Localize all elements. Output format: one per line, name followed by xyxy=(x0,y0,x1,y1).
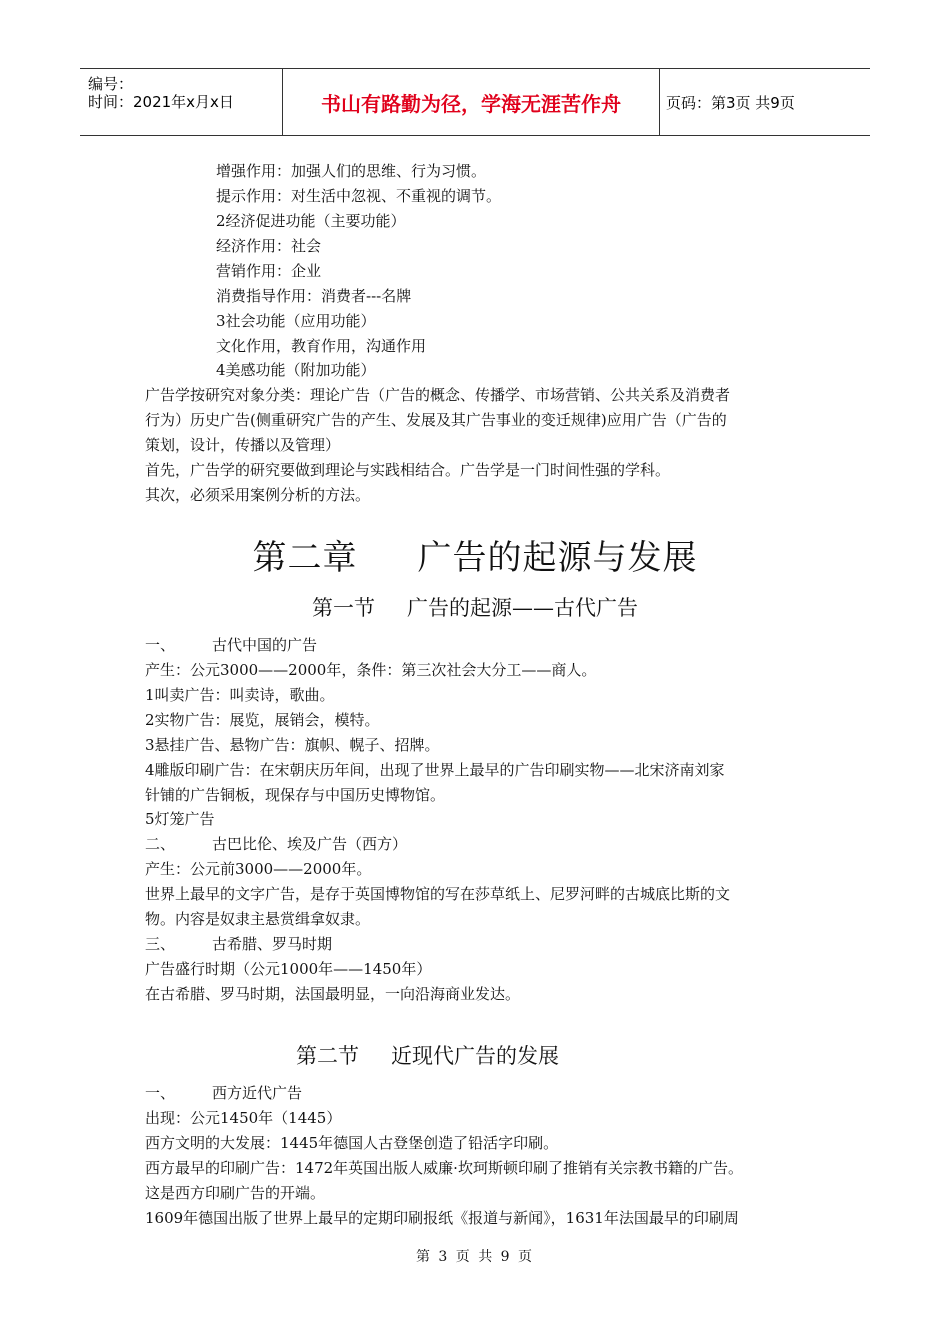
subheading xyxy=(145,934,333,954)
function-line: 营销作用：企业 xyxy=(216,262,322,280)
list-item: 1叫卖广告：叫卖诗，歌曲。 xyxy=(145,686,335,704)
subheading-text: 古希腊、罗马时期 xyxy=(212,935,333,953)
section-number: 第一节 xyxy=(312,596,375,620)
function-line: 4美感功能（附加功能） xyxy=(216,361,376,379)
header-page-label: 页码：第3页 共9页 xyxy=(666,93,795,112)
paragraph-line: 广告学按研究对象分类：理论广告（广告的概念、传播学、市场营销、公共关系及消费者 xyxy=(145,386,731,404)
paragraph-line: 行为）历史广告(侧重研究广告的产生、发展及其广告事业的变迁规律)应用广告（广告的 xyxy=(145,411,727,429)
paragraph-line: 西方最早的印刷广告：1472年英国出版人威廉·坎珂斯顿印刷了推销有关宗教书籍的广告。 xyxy=(145,1159,743,1177)
paragraph-line: 1609年德国出版了世界上最早的定期印刷报纸《报道与新闻》，1631年法国最早的印刷周 xyxy=(145,1209,739,1227)
function-line: 增强作用：加强人们的思维、行为习惯。 xyxy=(216,162,487,180)
function-line: 经济作用：社会 xyxy=(216,237,322,255)
paragraph-line: 世界上最早的文字广告，是存于英国博物馆的写在莎草纸上、尼罗河畔的古城底比斯的文 xyxy=(145,885,731,903)
paragraph-line: 策划，设计，传播以及管理） xyxy=(145,436,341,454)
section-heading xyxy=(296,1042,559,1070)
paragraph-line: 出现：公元1450年（1445） xyxy=(145,1109,342,1127)
list-item: 2实物广告：展览，展销会，模特。 xyxy=(145,711,380,729)
function-line: 2经济促进功能（主要功能） xyxy=(216,212,406,230)
function-line: 提示作用：对生活中忽视、不重视的调节。 xyxy=(216,187,502,205)
subheading xyxy=(145,1083,303,1103)
subheading-text: 古巴比伦、埃及广告（西方） xyxy=(212,835,408,853)
function-line: 3社会功能（应用功能） xyxy=(216,312,376,330)
paragraph-line: 在古希腊、罗马时期，法国最明显，一向沿海商业发达。 xyxy=(145,985,521,1003)
time-label: 时间：2021年x月x日 xyxy=(88,93,234,111)
list-item: 4雕版印刷广告：在宋朝庆历年间，出现了世界上最早的广告印刷实物——北宋济南刘家 xyxy=(145,761,725,779)
section-title: 广告的起源——古代广告 xyxy=(407,596,638,620)
paragraph-line: 广告盛行时期（公元1000年——1450年） xyxy=(145,960,432,978)
chapter-number: 第二章 xyxy=(252,538,358,578)
subheading-text: 西方近代广告 xyxy=(212,1084,303,1102)
chapter-title: 广告的起源与发展 xyxy=(417,538,698,578)
function-line: 文化作用，教育作用，沟通作用 xyxy=(216,337,427,355)
paragraph-line: 产生：公元前3000——2000年。 xyxy=(145,860,372,878)
section-title: 近现代广告的发展 xyxy=(391,1044,559,1068)
subheading-number: 三、 xyxy=(145,935,176,953)
header-motto: 书山有路勤为径，学海无涯苦作舟 xyxy=(321,91,621,116)
paragraph-line: 这是西方印刷广告的开端。 xyxy=(145,1184,326,1202)
subheading-text: 古代中国的广告 xyxy=(212,636,318,654)
list-item: 3悬挂广告、悬物广告：旗帜、幌子、招牌。 xyxy=(145,736,440,754)
paragraph-line: 首先，广告学的研究要做到理论与实践相结合。广告学是一门时间性强的学科。 xyxy=(145,461,671,479)
paragraph-line: 物。内容是奴隶主悬赏缉拿奴隶。 xyxy=(145,910,371,928)
subheading-number: 一、 xyxy=(145,636,176,654)
paragraph-line: 西方文明的大发展：1445年德国人古登堡创造了铅活字印刷。 xyxy=(145,1134,559,1152)
header-meta-cell xyxy=(80,69,282,135)
list-item: 5灯笼广告 xyxy=(145,810,215,828)
paragraph-line: 其次，必须采用案例分析的方法。 xyxy=(145,486,371,504)
subheading-number: 二、 xyxy=(145,835,176,853)
number-label: 编号： xyxy=(88,75,134,93)
subheading-number: 一、 xyxy=(145,1084,176,1102)
chapter-heading xyxy=(0,536,950,580)
page-footer: 第 3 页 共 9 页 xyxy=(415,1249,535,1265)
subheading xyxy=(145,635,318,655)
section-number: 第二节 xyxy=(296,1044,359,1068)
list-item: 针铺的广告铜板，现保存与中国历史博物馆。 xyxy=(145,786,446,804)
subheading xyxy=(145,834,408,854)
section-heading xyxy=(0,594,950,622)
paragraph-line: 产生：公元3000——2000年，条件：第三次社会大分工——商人。 xyxy=(145,661,597,679)
function-line: 消费指导作用：消费者---名牌 xyxy=(216,287,412,305)
page-header xyxy=(80,68,870,136)
